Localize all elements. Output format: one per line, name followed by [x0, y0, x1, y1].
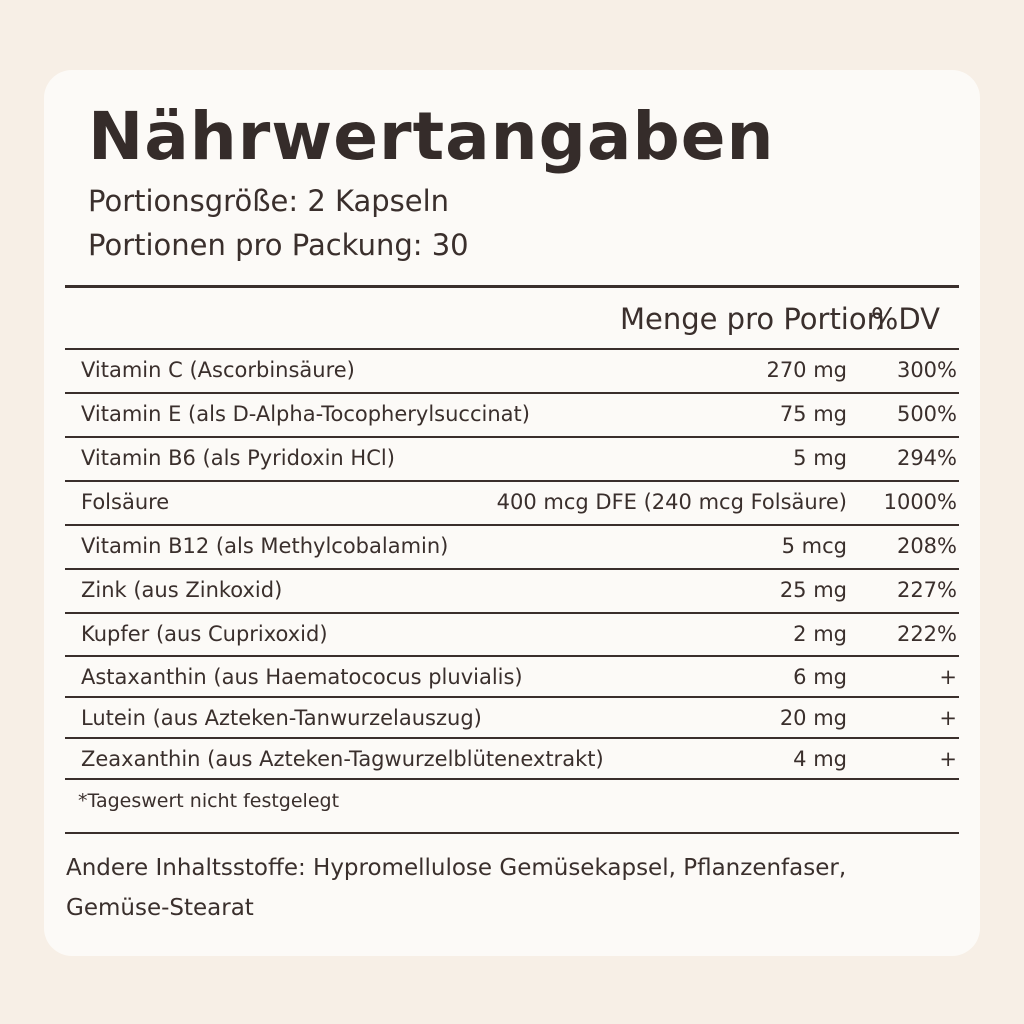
nutrition-label-card [44, 70, 980, 956]
nutrient-amount: 2 mg [793, 622, 847, 646]
nutrient-name: Zink (aus Zinkoxid) [81, 578, 283, 602]
nutrient-dv: 222% [896, 622, 957, 646]
nutrient-dv: 1000% [883, 490, 957, 514]
column-header-amount: Menge pro Portion [619, 302, 885, 336]
nutrient-row [65, 612, 959, 656]
nutrient-dv: 208% [896, 534, 957, 558]
serving-size: Portionsgröße: 2 Kapseln [88, 184, 450, 218]
nutrient-dv: 300% [896, 358, 957, 382]
nutrient-amount: 5 mg [793, 446, 847, 470]
other-ingredients: Andere Inhaltsstoffe: Hypromellulose Gemüsekapsel, Pflanzenfaser, Gemüse-Stearat [66, 855, 847, 921]
nutrient-name: Vitamin C (Ascorbinsäure) [81, 358, 355, 382]
nutrient-name: Vitamin E (als D-Alpha-Tocopherylsuccinat) [81, 402, 530, 426]
header-divider [65, 285, 959, 288]
nutrient-row [65, 436, 959, 480]
nutrient-row [65, 737, 959, 781]
footnote-divider [65, 832, 959, 834]
table-bottom-divider [65, 778, 959, 780]
nutrient-name: Folsäure [81, 490, 170, 514]
nutrient-name: Vitamin B6 (als Pyridoxin HCl) [81, 446, 395, 470]
nutrient-amount: 75 mg [779, 402, 847, 426]
nutrient-dv: + [939, 706, 957, 730]
nutrient-row [65, 568, 959, 612]
nutrient-amount: 6 mg [793, 665, 847, 689]
nutrient-amount: 25 mg [779, 578, 847, 602]
nutrient-name: Zeaxanthin (aus Azteken-Tagwurzelblütenextrakt) [81, 747, 604, 771]
nutrient-dv: 500% [896, 402, 957, 426]
nutrient-row [65, 655, 959, 699]
nutrient-amount: 20 mg [779, 706, 847, 730]
nutrient-amount: 4 mg [793, 747, 847, 771]
nutrient-amount: 400 mcg DFE (240 mcg Folsäure) [496, 490, 847, 514]
nutrient-dv: 294% [896, 446, 957, 470]
nutrient-name: Kupfer (aus Cuprixoxid) [81, 622, 328, 646]
nutrient-name: Lutein (aus Azteken-Tanwurzelauszug) [81, 706, 482, 730]
nutrient-dv: + [939, 747, 957, 771]
nutrient-dv: 227% [896, 578, 957, 602]
column-header-dv: %DV [870, 302, 940, 336]
nutrient-row [65, 392, 959, 436]
nutrient-dv: + [939, 665, 957, 689]
nutrient-amount: 270 mg [766, 358, 847, 382]
nutrient-row [65, 696, 959, 740]
nutrient-row [65, 524, 959, 568]
nutrient-row [65, 348, 959, 392]
nutrient-amount: 5 mcg [781, 534, 847, 558]
label-title: Nährwertangaben [88, 98, 775, 175]
nutrient-name: Astaxanthin (aus Haematococus pluvialis) [81, 665, 523, 689]
nutrient-row [65, 480, 959, 524]
footnote: *Tageswert nicht festgelegt [78, 790, 340, 812]
nutrient-name: Vitamin B12 (als Methylcobalamin) [81, 534, 449, 558]
servings-per-container: Portionen pro Packung: 30 [88, 228, 469, 262]
